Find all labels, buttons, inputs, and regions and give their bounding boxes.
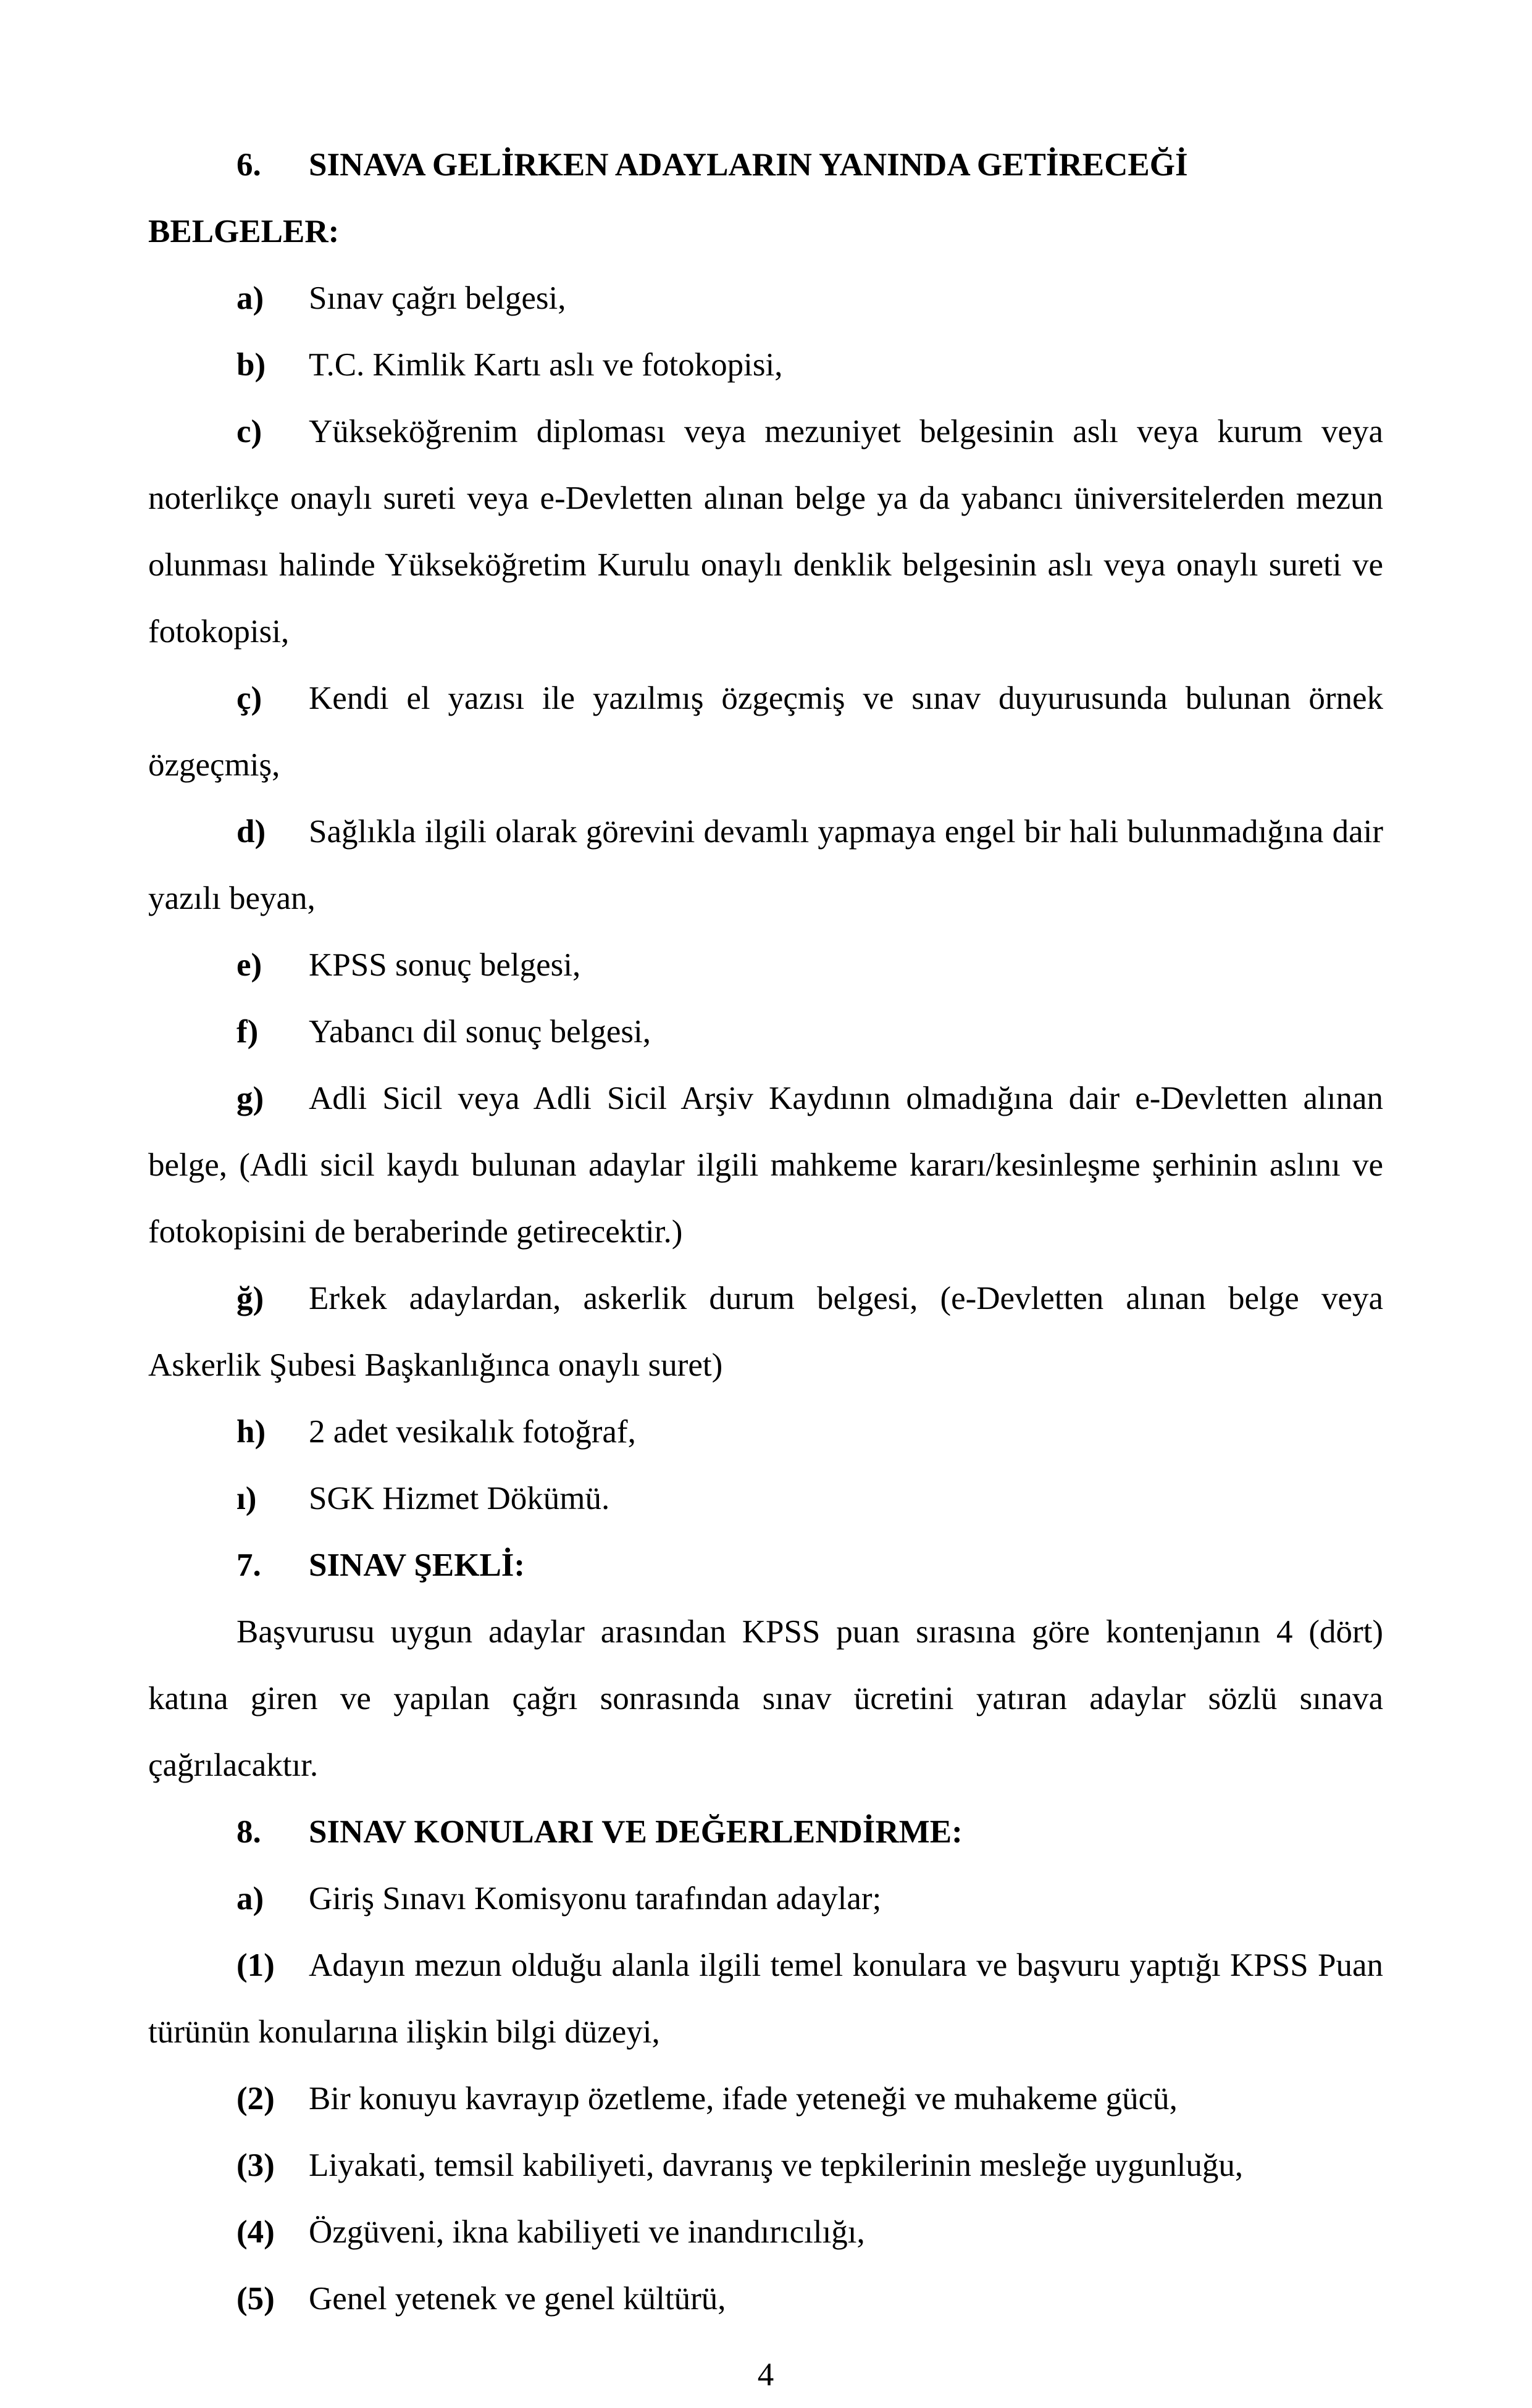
list-item-g	[148, 1065, 1383, 1265]
list-item-i-dotless	[148, 1465, 1383, 1532]
item-label: (1)	[236, 1947, 275, 1983]
item-text: KPSS sonuç belgesi,	[309, 947, 581, 983]
item-text: Liyakati, temsil kabiliyeti, davranış ve tepkilerinin mesleğe uygunluğu,	[309, 2147, 1244, 2183]
item-label: e)	[236, 947, 262, 983]
item-label: a)	[236, 280, 264, 316]
item-text: Özgüveni, ikna kabiliyeti ve inandırıcılığı,	[309, 2214, 865, 2250]
heading-number: 6.	[236, 147, 261, 183]
item-text: Erkek adaylardan, askerlik durum belgesi, (e-Devletten alınan belge veya Askerlik Şubesi Başkanlığınca onaylı suret)	[148, 1281, 1383, 1383]
list-item-3	[148, 2132, 1383, 2199]
item-text: Yükseköğrenim diploması veya mezuniyet belgesinin aslı veya kurum veya noterlikçe onaylı sureti veya e-Devletten alınan belge ya da yabancı üniversitelerden mezun olunması halinde Yükseköğretim Kurulu onaylı denklik belgesinin aslı veya onaylı sureti ve fotokopisi,	[148, 414, 1383, 650]
list-item-a	[148, 265, 1383, 332]
heading-number: 7.	[236, 1547, 261, 1583]
item-label: ğ)	[236, 1281, 264, 1316]
item-label: h)	[236, 1414, 266, 1450]
list-item-b	[148, 332, 1383, 398]
section-heading-7	[148, 1532, 1383, 1599]
section-heading-6	[148, 132, 1383, 265]
heading-title: SINAV ŞEKLİ:	[309, 1547, 525, 1583]
item-label: b)	[236, 347, 266, 383]
item-label: (5)	[236, 2281, 275, 2317]
paragraph-exam-format	[148, 1599, 1383, 1799]
list-item-5	[148, 2265, 1383, 2332]
heading-number: 8.	[236, 1814, 261, 1850]
list-item-g-breve	[148, 1265, 1383, 1398]
list-item-d	[148, 798, 1383, 932]
list-item-f	[148, 998, 1383, 1065]
item-text: 2 adet vesikalık fotoğraf,	[309, 1414, 636, 1450]
item-label: (4)	[236, 2214, 275, 2250]
item-text: Sınav çağrı belgesi,	[309, 280, 566, 316]
item-text: Yabancı dil sonuç belgesi,	[309, 1014, 651, 1050]
item-text: Sağlıkla ilgili olarak görevini devamlı yapmaya engel bir hali bulunmadığına dair yazılı beyan,	[148, 814, 1383, 916]
item-label: c)	[236, 414, 262, 449]
section-heading-8	[148, 1799, 1383, 1865]
item-label: ç)	[236, 680, 262, 716]
item-text: Adayın mezun olduğu alanla ilgili temel konulara ve başvuru yaptığı KPSS Puan türünün konularına ilişkin bilgi düzeyi,	[148, 1947, 1383, 2050]
list-item-a-section8	[148, 1865, 1383, 1932]
item-text: Bir konuyu kavrayıp özetleme, ifade yeteneği ve muhakeme gücü,	[309, 2081, 1178, 2117]
item-text: Genel yetenek ve genel kültürü,	[309, 2281, 726, 2317]
list-item-2	[148, 2065, 1383, 2132]
item-label: f)	[236, 1014, 259, 1050]
item-label: ı)	[236, 1481, 257, 1516]
list-item-c-cedilla	[148, 665, 1383, 798]
item-label: a)	[236, 1881, 264, 1917]
list-item-1	[148, 1932, 1383, 2065]
list-item-e	[148, 932, 1383, 998]
paragraph-text: Başvurusu uygun adaylar arasından KPSS puan sırasına göre kontenjanın 4 (dört) katına giren ve yapılan çağrı sonrasında sınav ücretini yatıran adaylar sözlü sınava çağrılacaktır.	[148, 1614, 1383, 1783]
item-label: (3)	[236, 2147, 275, 2183]
item-label: d)	[236, 814, 266, 850]
item-text: Kendi el yazısı ile yazılmış özgeçmiş ve sınav duyurusunda bulunan örnek özgeçmiş,	[148, 680, 1383, 783]
heading-title: SINAV KONULARI VE DEĞERLENDİRME:	[309, 1814, 963, 1850]
heading-title: SINAVA GELİRKEN ADAYLARIN YANINDA GETİRECEĞİ BELGELER:	[148, 147, 1188, 249]
item-label: g)	[236, 1081, 264, 1116]
list-item-h	[148, 1398, 1383, 1465]
item-label: (2)	[236, 2081, 275, 2117]
item-text: Giriş Sınavı Komisyonu tarafından adaylar;	[309, 1881, 882, 1917]
item-text: Adli Sicil veya Adli Sicil Arşiv Kaydının olmadığına dair e-Devletten alınan belge, (Adli sicil kaydı bulunan adaylar ilgili mahkeme kararı/kesinleşme şerhinin aslını ve fotokopisini de beraberinde getirecektir.)	[148, 1081, 1383, 1250]
item-text: SGK Hizmet Dökümü.	[309, 1481, 610, 1516]
list-item-c	[148, 398, 1383, 665]
item-text: T.C. Kimlik Kartı aslı ve fotokopisi,	[309, 347, 783, 383]
page-number: 4	[757, 2357, 774, 2393]
list-item-4	[148, 2199, 1383, 2265]
